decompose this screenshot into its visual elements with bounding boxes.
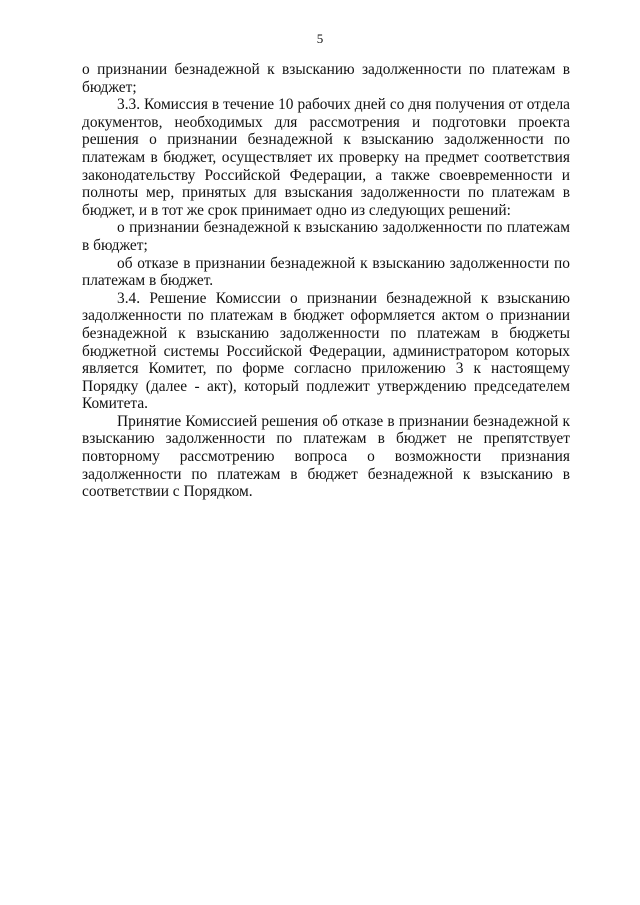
page-number: 5 [316, 31, 324, 46]
paragraph-3-3: 3.3. Комиссия в течение 10 рабочих дней со дня получения от отдела документов, необходимых для рассмотрения и подготовки проекта решения о признании безнадежной к взысканию задолженности по платежам в бюджет, осуществляет их проверку на предмет соответствия законодательству Российской Федерации, а также своевременности и полноты мер, принятых для взыскания задолженности по платежам в бюджет, и в тот же срок принимает одно из следующих решений: [82, 96, 570, 219]
paragraph-decision-refuse: об отказе в признании безнадежной к взысканию задолженности по платежам в бюджет. [82, 254, 570, 290]
paragraph-decision-recognize: о признании безнадежной к взысканию задолженности по платежам в бюджет; [82, 219, 570, 254]
paragraph-continuation: о признании безнадежной к взысканию задолженности по платежам в бюджет; [82, 61, 570, 96]
document-body [82, 61, 570, 501]
paragraph-3-4: 3.4. Решение Комиссии о признании безнадежной к взысканию задолженности по платежам в бюджет оформляется актом о признании безнадежной к взысканию задолженности по платежам в бюджеты бюджетной системы Российской Федерации, администратором которых является Комитет, по форме согласно приложению 3 к настоящему Порядку (далее - акт), который подлежит утверждению председателем Комитета. [82, 289, 570, 413]
paragraph-refusal-note: Принятие Комиссией решения об отказе в признании безнадежной к взысканию задолженности по платежам в бюджет не препятствует повторному рассмотрению вопроса о возможности признания задолженности по платежам в бюджет безнадежной к взысканию в соответствии с Порядком. [82, 412, 570, 501]
